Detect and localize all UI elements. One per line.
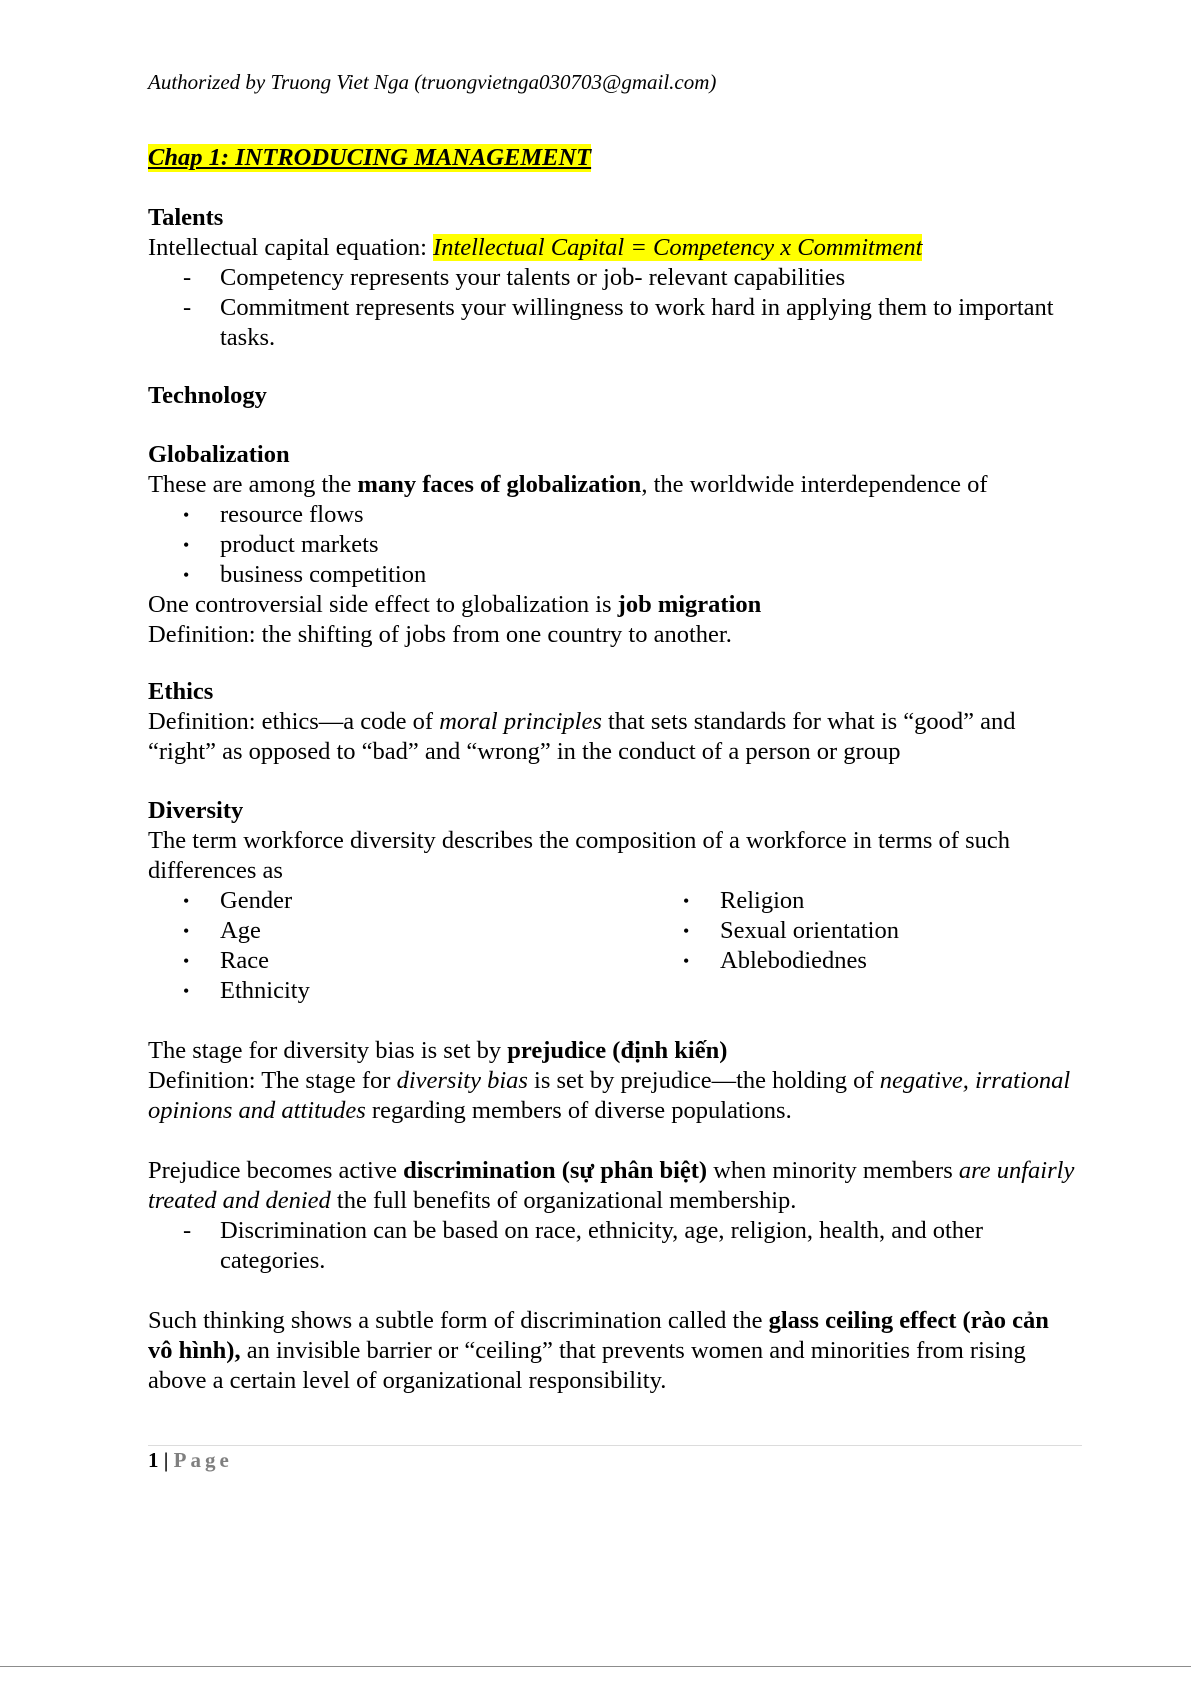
side-effect-line (148, 590, 1078, 620)
list-item: • Ethnicity (148, 976, 648, 1006)
talents-list (148, 263, 1078, 353)
prejudice-line (148, 1036, 1078, 1066)
page-footer (148, 1447, 233, 1473)
ethics-definition (148, 707, 1078, 767)
talents-section (148, 203, 1078, 353)
list-item: • Ablebodiednes (648, 946, 1068, 976)
diversity-section (148, 796, 1078, 1396)
list-item: • product markets (148, 530, 1078, 560)
technology-section (148, 381, 1078, 411)
page-bottom-divider (0, 1666, 1191, 1667)
ethics-section (148, 677, 1078, 767)
equation-line (148, 233, 1078, 263)
equation-highlight: Intellectual Capital = Competency x Commitment (433, 234, 923, 261)
intro-text: These are among the (148, 471, 358, 498)
disc-text: when minority members (707, 1157, 959, 1184)
def-text: regarding members of diverse populations. (365, 1097, 792, 1124)
disc-italic: are unfairly treated and denied (148, 1157, 1075, 1214)
prejudice-bold: prejudice (định kiến) (507, 1037, 728, 1064)
page-number: 1 (148, 1448, 159, 1472)
def-italic: negative, irrational opinions and attitudes (148, 1067, 1071, 1124)
def-italic: diversity bias (396, 1067, 528, 1094)
globalization-list (148, 500, 1078, 590)
disc-text: Prejudice becomes active (148, 1157, 404, 1184)
globalization-heading: Globalization (148, 441, 290, 468)
list-item: • resource flows (148, 500, 1078, 530)
glass-text: Such thinking shows a subtle form of discrimination called the (148, 1307, 769, 1334)
prejudice-definition (148, 1066, 1078, 1126)
def-text: Definition: The stage for (148, 1067, 397, 1094)
job-migration-definition: Definition: the shifting of jobs from one country to another. (148, 621, 732, 648)
side-effect-bold: job migration (617, 591, 762, 618)
diversity-list-left (148, 886, 648, 1006)
globalization-intro (148, 470, 1078, 500)
diversity-intro: The term workforce diversity describes the composition of a workforce in terms of such differences as (148, 827, 1010, 884)
list-item: • Age (148, 916, 648, 946)
glass-text: an invisible barrier or “ceiling” that prevents women and minorities from rising above a certain level of organizational responsibility. (148, 1337, 1026, 1394)
intro-text-end: , the worldwide interdependence of (641, 471, 988, 498)
def-text: is set by prejudice—the holding of (527, 1067, 880, 1094)
discrimination-paragraph (148, 1156, 1078, 1216)
list-item: - Discrimination can be based on race, ethnicity, age, religion, health, and other categories. (148, 1216, 1078, 1276)
page-label: Page (173, 1448, 233, 1472)
footer-divider (148, 1445, 1082, 1446)
ethics-def-text: Definition: ethics—a code of (148, 708, 440, 735)
globalization-section (148, 440, 1078, 650)
disc-bold: discrimination (sự phân biệt) (403, 1157, 708, 1184)
technology-heading: Technology (148, 382, 267, 409)
document-header: Authorized by Truong Viet Nga (truongvietnga030703@gmail.com) (148, 70, 717, 94)
glass-bold: glass ceiling effect (rào cản vô hình), (148, 1307, 1049, 1364)
disc-text: the full benefits of organizational membership. (330, 1187, 797, 1214)
diversity-heading: Diversity (148, 797, 244, 824)
intro-bold: many faces of globalization (357, 471, 642, 498)
discrimination-list (148, 1216, 1078, 1276)
list-item: • Gender (148, 886, 648, 916)
prejudice-text: The stage for diversity bias is set by (148, 1037, 508, 1064)
list-item: • business competition (148, 560, 1078, 590)
page-separator: | (158, 1448, 174, 1472)
list-item: • Sexual orientation (648, 916, 1068, 946)
ethics-def-italic: moral principles (439, 708, 602, 735)
chapter-title: Chap 1: INTRODUCING MANAGEMENT (148, 144, 592, 171)
diversity-list-right (648, 886, 1068, 1006)
side-effect-text: One controversial side effect to globalization is (148, 591, 618, 618)
list-item: • Religion (648, 886, 1068, 916)
list-item: - Commitment represents your willingness to work hard in applying them to important tasks. (148, 293, 1078, 353)
glass-ceiling-paragraph (148, 1306, 1078, 1396)
diversity-columns (148, 886, 1078, 1006)
list-item: - Competency represents your talents or job- relevant capabilities (148, 263, 1078, 293)
list-item: • Race (148, 946, 648, 976)
ethics-heading: Ethics (148, 678, 214, 705)
ethics-def-text-end: that sets standards for what is “good” and “right” as opposed to “bad” and “wrong” in the conduct of a person or group (148, 708, 1016, 765)
talents-heading: Talents (148, 204, 224, 231)
equation-prefix: Intellectual capital equation: (148, 234, 434, 261)
